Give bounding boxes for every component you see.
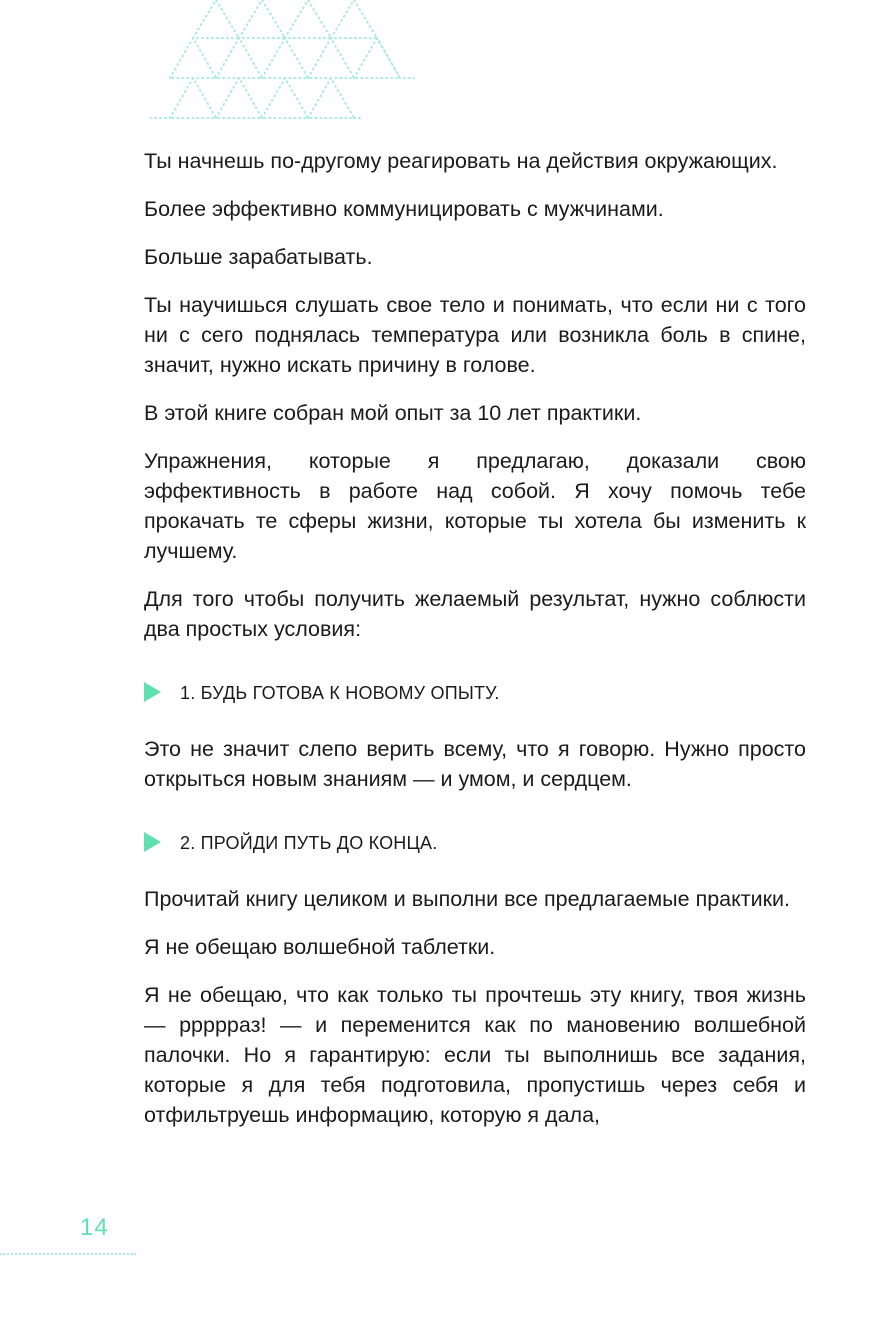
condition-1-label: 1. БУДЬ ГОТОВА К НОВОМУ ОПЫТУ. bbox=[180, 683, 500, 703]
paragraph: Ты научишься слушать свое тело и понимать, что если ни с того ни с сего поднялась температура или возникла боль в спине, значит, нужно искать причину в голове. bbox=[144, 293, 806, 377]
page-number: 14 bbox=[80, 1214, 109, 1241]
triangle-pattern-decoration bbox=[150, 0, 420, 125]
condition-1 bbox=[144, 678, 806, 708]
paragraph: Упражнения, которые я предлагаю, доказали свою эффективность в работе над собой. Я хочу помочь тебе прокачать те сферы жизни, которые ты хотела бы изменить к лучшему. bbox=[144, 449, 806, 563]
play-arrow-icon bbox=[144, 682, 161, 702]
paragraph: Прочитай книгу целиком и выполни все предлагаемые практики. bbox=[144, 887, 791, 911]
paragraph: Больше зарабатывать. bbox=[144, 245, 373, 269]
paragraph: Это не значит слепо верить всему, что я говорю. Нужно просто открыться новым знаниям — и умом, и сердцем. bbox=[144, 737, 806, 791]
condition-2-label: 2. ПРОЙДИ ПУТЬ ДО КОНЦА. bbox=[180, 833, 438, 853]
paragraph: Для того чтобы получить желаемый результат, нужно соблюсти два простых условия: bbox=[144, 587, 806, 641]
condition-2 bbox=[144, 828, 806, 858]
play-arrow-icon bbox=[144, 832, 161, 852]
paragraph: Более эффективно коммуницировать с мужчинами. bbox=[144, 197, 664, 221]
paragraph: Я не обещаю волшебной таблетки. bbox=[144, 935, 496, 959]
body-text bbox=[144, 146, 806, 1148]
page-number-rule bbox=[0, 1253, 136, 1255]
paragraph: Ты начнешь по-другому реагировать на действия окружающих. bbox=[144, 149, 778, 173]
paragraph: Я не обещаю, что как только ты прочтешь эту книгу, твоя жизнь — ррррраз! — и переменится как по мановению волшебной палочки. Но я гарантирую: если ты выполнишь все задания, которые я для тебя подготовила, пропустишь через себя и отфильтруешь информацию, которую я дала, bbox=[144, 983, 806, 1127]
paragraph: В этой книге собран мой опыт за 10 лет практики. bbox=[144, 401, 642, 425]
